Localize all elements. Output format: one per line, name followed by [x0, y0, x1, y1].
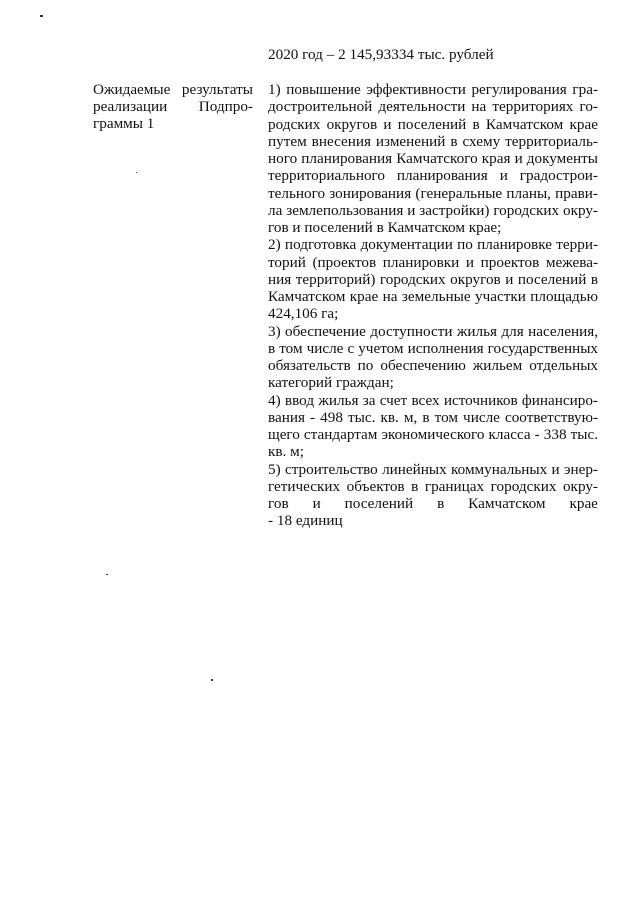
result-line-24: гетических объектов в границах городских окру-: [268, 477, 598, 495]
result-line-25-word-1: гов: [268, 495, 289, 512]
result-line-21: щего стандартам экономического класса - 338 тыс.: [268, 426, 598, 443]
row-label-line-1-text-end: результаты: [181, 81, 253, 98]
row-label-line-1: [93, 81, 253, 98]
result-line-25-word-4: в: [437, 495, 445, 512]
result-line-18: категорий граждан;: [268, 374, 394, 392]
row-label-line-2-text-end: Подпро-: [198, 98, 253, 115]
result-line-22: кв. м;: [268, 443, 304, 461]
result-line-20: вания - 498 тыс. кв. м, в том числе соответствую-: [268, 408, 598, 426]
result-line-1: 1) повышение эффективности регулирования гра-: [268, 81, 598, 98]
result-line-9: гов и поселений в Камчатском крае;: [268, 219, 502, 236]
result-line-17: обязательств по обеспечению жильем отдельных: [268, 357, 598, 374]
result-line-25-word-3: поселений: [344, 495, 414, 512]
result-line-6: территориального планирования и градострои-: [268, 167, 598, 185]
scan-mark-lower: [106, 574, 108, 575]
result-line-5: ного планирования Камчатского края и документы: [268, 150, 598, 167]
row-label-line-3: граммы 1: [93, 115, 155, 132]
result-line-25: [268, 495, 598, 512]
result-line-23: 5) строительство линейных коммунальных и энер-: [268, 460, 598, 478]
result-line-8: ла землепользования и застройки) городских окру-: [268, 201, 598, 219]
row-label-line-2: [93, 98, 253, 115]
result-line-11: торий (проектов планировки и проектов межева-: [268, 253, 598, 271]
result-line-15: 3) обеспечение доступности жилья для населения,: [268, 322, 598, 340]
result-line-25-word-6: крае: [569, 495, 598, 512]
scan-mark-bottom: [211, 679, 213, 681]
result-line-26: - 18 единиц: [268, 512, 343, 530]
scan-mark-mid: [136, 172, 137, 173]
result-line-19: 4) ввод жилья за счет всех источников финансиро-: [268, 391, 598, 409]
row-label-line-1-text: Ожидаемые: [93, 81, 171, 98]
result-line-12: ния территорий) городских округов и поселений в: [268, 270, 598, 288]
result-line-25-word-5: Камчатском: [468, 495, 546, 512]
result-line-10: 2) подготовка документации по планировке терри-: [268, 236, 598, 254]
result-line-25-word-2: и: [312, 495, 321, 512]
result-line-4: путем внесения изменений в схему территориаль-: [268, 132, 598, 150]
result-line-7: тельного зонирования (генеральные планы, прави-: [268, 184, 598, 202]
result-line-14: 424,106 га;: [268, 305, 339, 323]
funding-line: 2020 год – 2 145,93334 тыс. рублей: [268, 46, 494, 63]
row-label-line-2-text: реализации: [93, 98, 168, 115]
scan-mark-top: [40, 15, 43, 17]
result-line-3: родских округов и поселений в Камчатском крае: [268, 115, 598, 133]
result-line-2: достроительной деятельности на территориях го-: [268, 98, 598, 116]
result-line-16: в том числе с учетом исполнения государственных: [268, 339, 598, 357]
result-line-13: Камчатском крае на земельные участки площадью: [268, 288, 598, 305]
